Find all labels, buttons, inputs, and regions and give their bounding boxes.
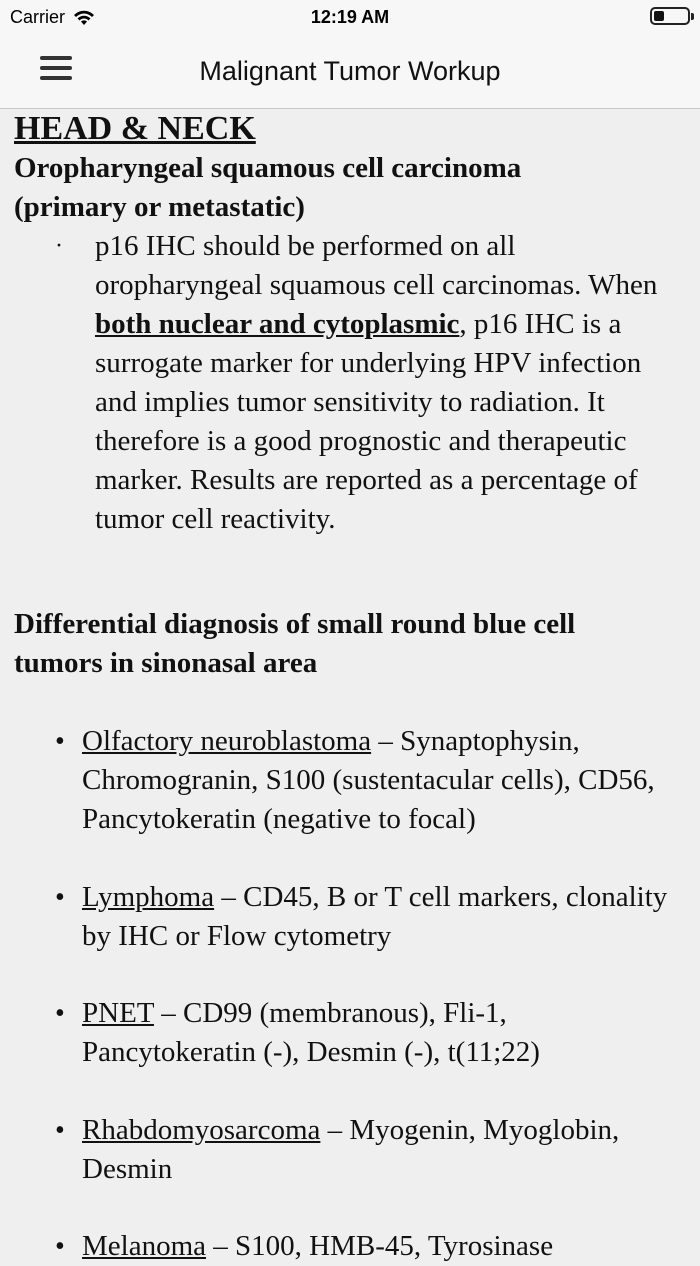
carrier-label: Carrier [10, 7, 66, 27]
item-desc: – Synaptophysin, Chromogranin, S100 (sustentacular cells), CD56, Pancytokeratin (negative to focal) [82, 725, 655, 835]
item-desc: – S100, HMB-45, Tyrosinase [206, 1230, 554, 1262]
item-name: Rhabdomyosarcoma [82, 1114, 321, 1146]
status-time: 12:19 AM [310, 7, 390, 27]
page-title: Malignant Tumor Workup [199, 56, 501, 86]
item-desc: – CD99 (membranous), Fli-1, Pancytokeratin (-), Desmin (-), t(11;22) [82, 997, 540, 1068]
status-bar [0, 0, 700, 34]
bullet-marker: · [55, 233, 63, 259]
p16-paragraph: p16 IHC should be performed on all oropharyngeal squamous cell carcinomas. When both nuclear and cytoplasmic, p16 IHC is a surrogate marker for underlying HPV infection and implies tumor sensitivity to radiation. It therefore is a good prognostic and therapeutic marker. Results are reported as a percentage of tumor cell reactivity. [95, 230, 658, 535]
item-name: Olfactory neuroblastoma [82, 725, 372, 757]
ddx-heading: Differential diagnosis of small round blue cell tumors in sinonasal area [14, 608, 576, 679]
item-name: Melanoma [82, 1230, 207, 1262]
battery-fill [654, 11, 664, 21]
item-desc: – Myogenin, Myoglobin, Desmin [82, 1114, 620, 1185]
item-desc: – CD45, B or T cell markers, clonality by IHC or Flow cytometry [82, 881, 668, 952]
list-item: • Melanoma – S100, HMB-45, Tyrosinase [55, 1230, 554, 1262]
item-name: PNET [82, 997, 154, 1029]
battery-icon [650, 7, 690, 25]
section-title: HEAD & NECK [14, 110, 256, 147]
oropharyngeal-heading: Oropharyngeal squamous cell carcinoma (primary or metastatic) [14, 152, 522, 223]
nav-bar [0, 34, 700, 109]
emphasis-text: both nuclear and cytoplasmic [95, 308, 460, 340]
item-name: Lymphoma [82, 881, 215, 913]
